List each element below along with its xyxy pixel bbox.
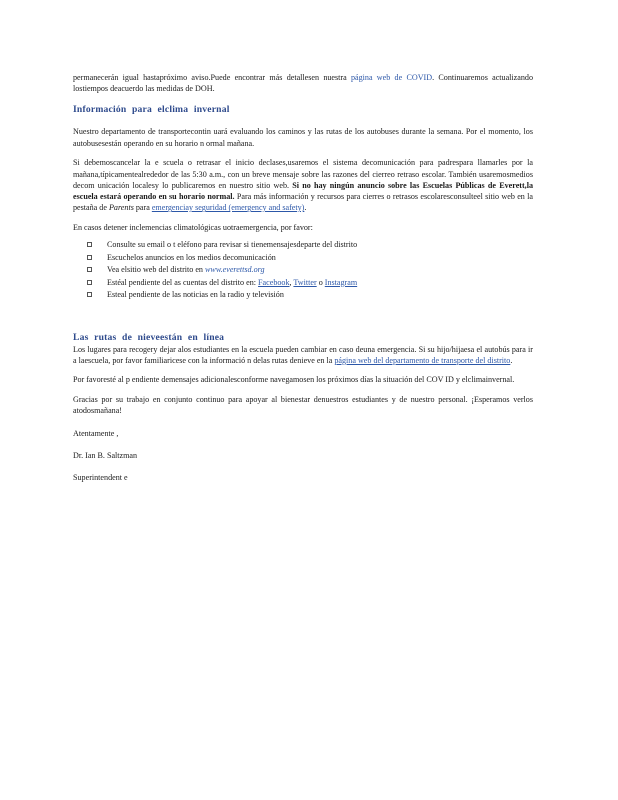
list-item — [73, 239, 533, 252]
signer-title: Superintendent e — [73, 472, 128, 482]
list-item-text: Vea elsitio web del distrito en — [107, 265, 206, 275]
cancellation-paragraph — [73, 157, 533, 213]
snow-routes-text: Los lugares para recogery dejar alos estudiantes en la escuela pueden cambiar en caso deuna emergencia. Si su hijo/hijaesa el autobús para ir a laescuela, por favor familiaricese con la informació n delas rutas denieve en la — [73, 344, 533, 365]
list-item-text: Consulte su email o t eléfono para revisar si tienemensajesdeparte del distrito — [107, 240, 358, 250]
list-item-text: Esteal pendiente de las noticias en la radio y televisión — [107, 290, 284, 300]
thanks-paragraph: Gracias por su trabajo en conjunto continuo para apoyar al bienestar denuestros estudiantes y de nuestro personal. ¡Esperamos verlos atodosmañana! — [73, 395, 533, 416]
facebook-link[interactable]: Facebook — [258, 277, 290, 287]
district-website-link[interactable]: www.everettsd.org — [205, 265, 265, 275]
cancellation-text: Si debemoscancelar la e scuela o retrasar el inicio declases,usaremos el sistema decomunicación para padrespara llamarles por la mañana,típicamentealrededor de las 5:30 a.m., con un breve mensaje sobre las razones del cierreo retraso escolar. También usaremosmedios decom unicación localesy lo publicaremos en nuestro sitio web. — [73, 158, 533, 190]
resources-text: Para más información y recursos para cierres o retrasos escolaresconsulteel sitio web en la pestaña de — [73, 191, 533, 213]
intro-text-end: . Continuaremos actualizando lostiempos deacuerdo las medidas de DOH. — [73, 73, 533, 94]
resources-text-2: para — [133, 203, 152, 213]
separator: o — [316, 277, 325, 287]
list-item-text: Estéal pendiente del as cuentas del distrito en: — [107, 277, 259, 287]
emergency-safety-link[interactable]: emergenciay seguridad (emergency and safety) — [151, 203, 305, 213]
closing: Atentamente , — [73, 428, 119, 438]
instagram-link[interactable]: Instagram — [324, 277, 358, 287]
period: . — [304, 203, 307, 213]
list-item-text: Escuchelos anuncios en los medios decomunicación — [107, 252, 276, 262]
checkbox-bullet-icon — [87, 267, 92, 272]
parents-tab-label: Parents — [108, 203, 134, 213]
intro-paragraph — [73, 72, 533, 94]
list-item — [73, 289, 533, 302]
separator: , — [289, 277, 294, 287]
covid-page-link[interactable]: página web de COVID — [350, 73, 433, 82]
intro-text: permanecerán igual hastapróximo aviso.Puede encontrar más detallesen nuestra — [73, 73, 351, 82]
list-item — [73, 277, 533, 290]
list-item — [73, 264, 533, 277]
checkbox-bullet-icon — [87, 280, 92, 285]
transport-department-link[interactable]: página web del departamento de transporte del distrito — [334, 355, 511, 365]
snow-routes-paragraph — [73, 344, 533, 366]
signer-name: Dr. Ian B. Saltzman — [73, 450, 138, 460]
letter-page — [73, 72, 533, 483]
checkbox-bullet-icon — [87, 292, 92, 297]
emergency-list — [73, 239, 533, 302]
winter-info-heading: Información para elclima invernal — [73, 104, 230, 116]
checkbox-bullet-icon — [87, 255, 92, 260]
snow-routes-heading: Las rutas de nieveestán en línea — [73, 331, 225, 343]
checkbox-bullet-icon — [87, 242, 92, 247]
updates-paragraph: Por favoresté al p endiente demensajes adicionalesconforme navegamosen los próximos días la situación del COV ID y elclimainvernal. — [73, 375, 515, 385]
twitter-link[interactable]: Twitter — [293, 277, 317, 287]
normal-schedule-notice: Si no hay ningún anuncio sobre las Escuelas Públicas de Everett,la escuela estará operando en su horario normal. — [73, 180, 533, 201]
list-item — [73, 252, 533, 265]
period: . — [510, 355, 513, 365]
emergency-intro: En casos detener inclemencias climatológicas uotraemergencia, por favor: — [73, 222, 313, 232]
transport-paragraph: Nuestro departamento de transportecontin uará evaluando los caminos y las rutas de los autobuses durante la semana. Por el momento, los autobusesestán operando en su horario n ormal mañana. — [73, 127, 533, 148]
